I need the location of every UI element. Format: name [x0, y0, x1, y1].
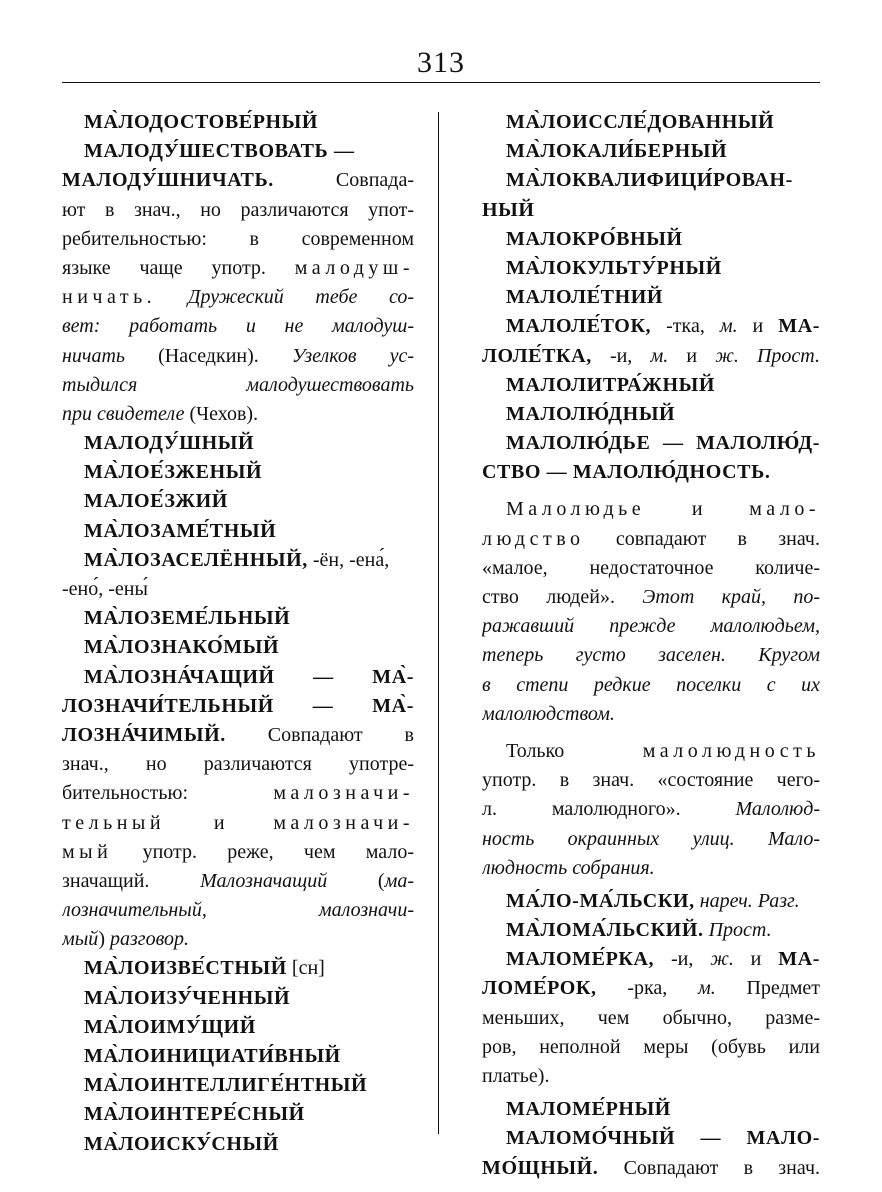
text-line: [482, 429, 820, 458]
example-text: Прост.: [708, 919, 772, 942]
headword: МА̀ЛОМА́ЛЬСКИЙ.: [506, 919, 704, 942]
body-text: ство людей».: [482, 586, 643, 608]
text-line: [482, 974, 820, 1003]
text-line: [62, 984, 414, 1013]
body-text: и: [737, 315, 779, 338]
headword: МА̀ЛОИНТЕРЕ́СНЫЙ: [84, 1103, 305, 1126]
headword: МАЛОДУ́ШНЫЙ: [84, 432, 255, 455]
text-line: [482, 342, 820, 371]
body-text: употр. в знач. «состояние чего-: [482, 769, 820, 792]
text-line: [482, 737, 820, 766]
text-line: [62, 487, 414, 516]
headword: МАЛОЛЮ́ДЬЕ — МАЛОЛЮ́Д-: [506, 432, 820, 455]
body-text: совпадают в знач.: [584, 527, 820, 550]
text-line: [482, 371, 820, 400]
example-text: тыдился малодушествовать: [62, 373, 414, 396]
example-text: Малозначащий: [200, 869, 328, 892]
example-text: м.: [719, 315, 738, 338]
example-text: Этот край, по-: [642, 586, 820, 608]
text-line: [62, 692, 414, 721]
text-line: [62, 1071, 414, 1100]
body-text: и: [645, 498, 750, 521]
body-text: платье).: [482, 1065, 550, 1087]
text-line: [482, 166, 820, 195]
headword: МА̀ЛОЗНА́ЧАЩИЙ — МА̀-: [84, 665, 414, 688]
text-line: [482, 700, 820, 729]
headword: МА̀ЛОИНИЦИАТИ́ВНЫЙ: [84, 1045, 341, 1067]
headword: ЛОЗНА́ЧИМЫЙ.: [62, 723, 226, 746]
headword: ЛОЗНАЧИ́ТЕЛЬНЫЙ — МА̀-: [62, 694, 414, 717]
left-column: [62, 108, 414, 1159]
headword: МАЛОДУ́ШНИЧАТЬ.: [62, 169, 274, 192]
headword: МА̀ЛОКВАЛИФИЦИ́РОВАН-: [506, 169, 793, 192]
body-text: Совпада-: [273, 169, 414, 192]
text-line: [62, 575, 414, 604]
text-line: [62, 925, 414, 954]
text-line: [62, 954, 414, 983]
headword: МА̀ЛОКАЛИ́БЕРНЫЙ: [506, 140, 728, 163]
text-line: [482, 945, 820, 974]
body-text: и: [165, 811, 274, 834]
body-text: Только: [506, 739, 643, 762]
text-line: [482, 583, 820, 612]
body-text: л. малолюдного».: [482, 798, 736, 821]
example-text: разговор.: [109, 928, 190, 951]
body-text: -и,: [654, 948, 711, 971]
headword: МАЛОЛЕ́ТОК,: [506, 315, 652, 338]
spaced-term: ничать.: [62, 286, 157, 309]
text-line: [62, 400, 414, 429]
text-line: [62, 166, 414, 195]
headword: МА́ЛО-МА́ЛЬСКИ,: [506, 889, 695, 912]
text-line: [482, 854, 820, 883]
spaced-term: мый: [62, 840, 113, 863]
text-line: [62, 458, 414, 487]
spaced-term: мало-: [749, 498, 820, 521]
text-line: [62, 371, 414, 400]
headword: МО́ЩНЫЙ.: [482, 1156, 599, 1179]
example-text: при свидетеле: [62, 402, 185, 425]
text-line: [62, 108, 414, 137]
text-line: [482, 825, 820, 854]
text-line: [62, 1100, 414, 1129]
headword: НЫЙ: [482, 198, 535, 221]
spaced-term: малолюдность: [642, 739, 820, 762]
headword: МА̀ЛОЗНАКО́МЫЙ: [84, 636, 280, 659]
text-line: [482, 254, 820, 283]
headword: МА-: [778, 948, 820, 971]
example-text: людность собрания.: [482, 856, 655, 879]
text-line: [482, 458, 820, 487]
text-line: [62, 254, 414, 283]
text-line: [482, 525, 820, 554]
text-line: [482, 225, 820, 254]
spaced-term: Малолюдье: [506, 498, 646, 521]
headword: МА̀ЛОИЗУ́ЧЕННЫЙ: [84, 986, 291, 1009]
text-line: [62, 663, 414, 692]
headword: МАЛОМЕ́РНЫЙ: [506, 1098, 671, 1121]
example-text: малолюдством.: [482, 702, 615, 725]
headword: ЛОМЕ́РОК,: [482, 977, 597, 1000]
body-text: и: [733, 948, 779, 971]
body-text: ров, неполной меры (обувь или: [482, 1035, 820, 1058]
headword: МАЛОМО́ЧНЫЙ — МАЛО-: [506, 1127, 820, 1150]
text-line: [62, 546, 414, 575]
text-line: [482, 495, 820, 524]
headword: МА̀ЛОКУЛЬТУ́РНЫЙ: [506, 256, 722, 279]
body-text: ): [98, 928, 110, 951]
example-text: м.: [650, 344, 669, 367]
example-text: ж. Прост.: [715, 344, 820, 367]
text-line: [482, 671, 820, 700]
body-text: ребительностью: в современном: [62, 227, 414, 250]
example-text: теперь густо заселен. Кругом: [482, 644, 820, 667]
body-text: (: [327, 869, 385, 892]
text-line: [62, 1042, 414, 1071]
text-line: [62, 1013, 414, 1042]
headword: МАЛОЛИТРА́ЖНЫЙ: [506, 373, 716, 396]
text-line: [482, 766, 820, 795]
body-text: (Чехов).: [184, 402, 259, 425]
text-line: [482, 1004, 820, 1033]
body-text: -ён, -ена́,: [307, 548, 390, 571]
text-line: [62, 867, 414, 896]
body-text: значащий.: [62, 869, 201, 892]
body-text: -и,: [591, 344, 651, 367]
headword: МА̀ЛОЕ́ЗЖЕНЫЙ: [84, 461, 263, 484]
header-rule: [62, 82, 820, 83]
text-line: [62, 779, 414, 808]
example-text: Узелков ус-: [291, 344, 414, 367]
text-line: [62, 196, 414, 225]
text-line: [482, 554, 820, 583]
headword: МА̀ЛОИСКУ́СНЫЙ: [84, 1132, 279, 1155]
body-text: ют в знач., но различаются упот-: [62, 198, 414, 221]
text-line: [482, 887, 820, 916]
text-line: [482, 1124, 820, 1153]
text-line: [482, 1154, 820, 1183]
headword: СТВО — МАЛОЛЮ́ДНОСТЬ.: [482, 461, 771, 484]
body-text: -ено́, -ены́: [62, 578, 148, 600]
body-text: [сн]: [286, 957, 325, 980]
headword: МА̀ЛОИЗВЕ́СТНЫЙ: [84, 957, 287, 980]
text-line: [62, 137, 414, 166]
text-line: [482, 612, 820, 641]
body-text: -рка,: [596, 977, 699, 1000]
text-line: [62, 604, 414, 633]
text-line: [62, 896, 414, 925]
spaced-term: людство: [482, 527, 585, 550]
example-text: в степи редкие поселки с их: [482, 673, 820, 696]
column-divider: [438, 112, 439, 1134]
spaced-term: малодуш-: [294, 256, 414, 279]
body-text: «малое, недостаточное количе-: [482, 556, 820, 579]
text-line: [62, 809, 414, 838]
headword: МА̀ЛОЗАСЕЛЁННЫЙ,: [84, 548, 308, 571]
text-line: [482, 312, 820, 341]
headword: ЛОЛЕ́ТКА,: [482, 344, 592, 367]
example-text: ность окраинных улиц. Мало-: [482, 827, 820, 850]
example-text: ма-: [384, 869, 414, 892]
example-text: Малолюд-: [735, 798, 820, 821]
spaced-term: малозначи-: [273, 811, 414, 834]
headword: МА̀ЛОДОСТОВЕ́РНЫЙ: [84, 111, 319, 133]
text-line: [62, 225, 414, 254]
body-text: -тка,: [651, 315, 720, 338]
body-text: и: [668, 344, 716, 367]
text-line: [482, 916, 820, 945]
body-text: меньших, чем обычно, разме-: [482, 1006, 820, 1029]
headword: МАЛОМЕ́РКА,: [506, 948, 655, 971]
text-line: [482, 795, 820, 824]
headword: МА̀ЛОИМУ́ЩИЙ: [84, 1015, 256, 1038]
text-line: [62, 721, 414, 750]
headword: МА-: [778, 315, 820, 338]
text-line: [62, 342, 414, 371]
text-line: [482, 400, 820, 429]
text-line: [62, 429, 414, 458]
headword: МАЛОЛЮ́ДНЫЙ: [506, 402, 676, 425]
text-line: [62, 517, 414, 546]
body-text: знач., но различаются употре-: [62, 753, 414, 776]
text-line: [482, 196, 820, 225]
body-text: языке чаще употр.: [62, 256, 295, 279]
example-text: лозначительный, малозначи-: [62, 899, 414, 922]
text-line: [62, 838, 414, 867]
body-text: Предмет: [715, 977, 820, 1000]
text-line: [62, 283, 414, 312]
right-column: [482, 108, 820, 1183]
example-text: ражавший прежде малолюдьем,: [482, 615, 820, 638]
headword: МА̀ЛОЗАМЕ́ТНЫЙ: [84, 519, 277, 542]
text-line: [482, 137, 820, 166]
headword: МАЛОКРО́ВНЫЙ: [506, 227, 683, 250]
headword: МАЛОЕ́ЗЖИЙ: [84, 490, 228, 513]
example-text: ничать: [62, 344, 126, 367]
spaced-term: малозначи-: [273, 782, 414, 805]
text-line: [62, 312, 414, 341]
text-line: [62, 1130, 414, 1159]
spaced-term: тельный: [62, 811, 166, 834]
example-text: мый: [62, 928, 99, 951]
body-text: бительностью:: [62, 782, 274, 805]
text-line: [482, 283, 820, 312]
body-text: употр. реже, чем мало-: [112, 840, 414, 863]
example-text: Дружеский тебе со-: [187, 286, 414, 309]
page-number: 313: [417, 46, 465, 79]
example-text: вет: работать и не малодуш-: [62, 315, 414, 338]
example-text: ж.: [710, 948, 734, 971]
headword: МАЛОЛЕ́ТНИЙ: [506, 286, 664, 309]
text-line: [482, 1033, 820, 1062]
headword: МА̀ЛОЗЕМЕ́ЛЬНЫЙ: [84, 607, 291, 630]
headword: МА̀ЛОИНТЕЛЛИГЕ́НТНЫЙ: [84, 1074, 368, 1097]
text-line: [482, 641, 820, 670]
example-text: м.: [698, 977, 716, 1000]
text-line: [482, 1062, 820, 1091]
text-line: [482, 108, 820, 137]
text-line: [62, 750, 414, 779]
body-text: (Наседкин).: [125, 344, 292, 367]
text-line: [62, 633, 414, 662]
body-text: Совпадают в: [225, 723, 414, 746]
body-text: Совпадают в знач.: [598, 1156, 820, 1179]
example-text: нареч. Разг.: [699, 889, 800, 912]
text-line: [482, 1095, 820, 1124]
headword: МА̀ЛОИССЛЕ́ДОВАННЫЙ: [506, 111, 775, 133]
headword: МАЛОДУ́ШЕСТВОВАТЬ —: [84, 140, 355, 163]
body-text: [156, 286, 188, 308]
